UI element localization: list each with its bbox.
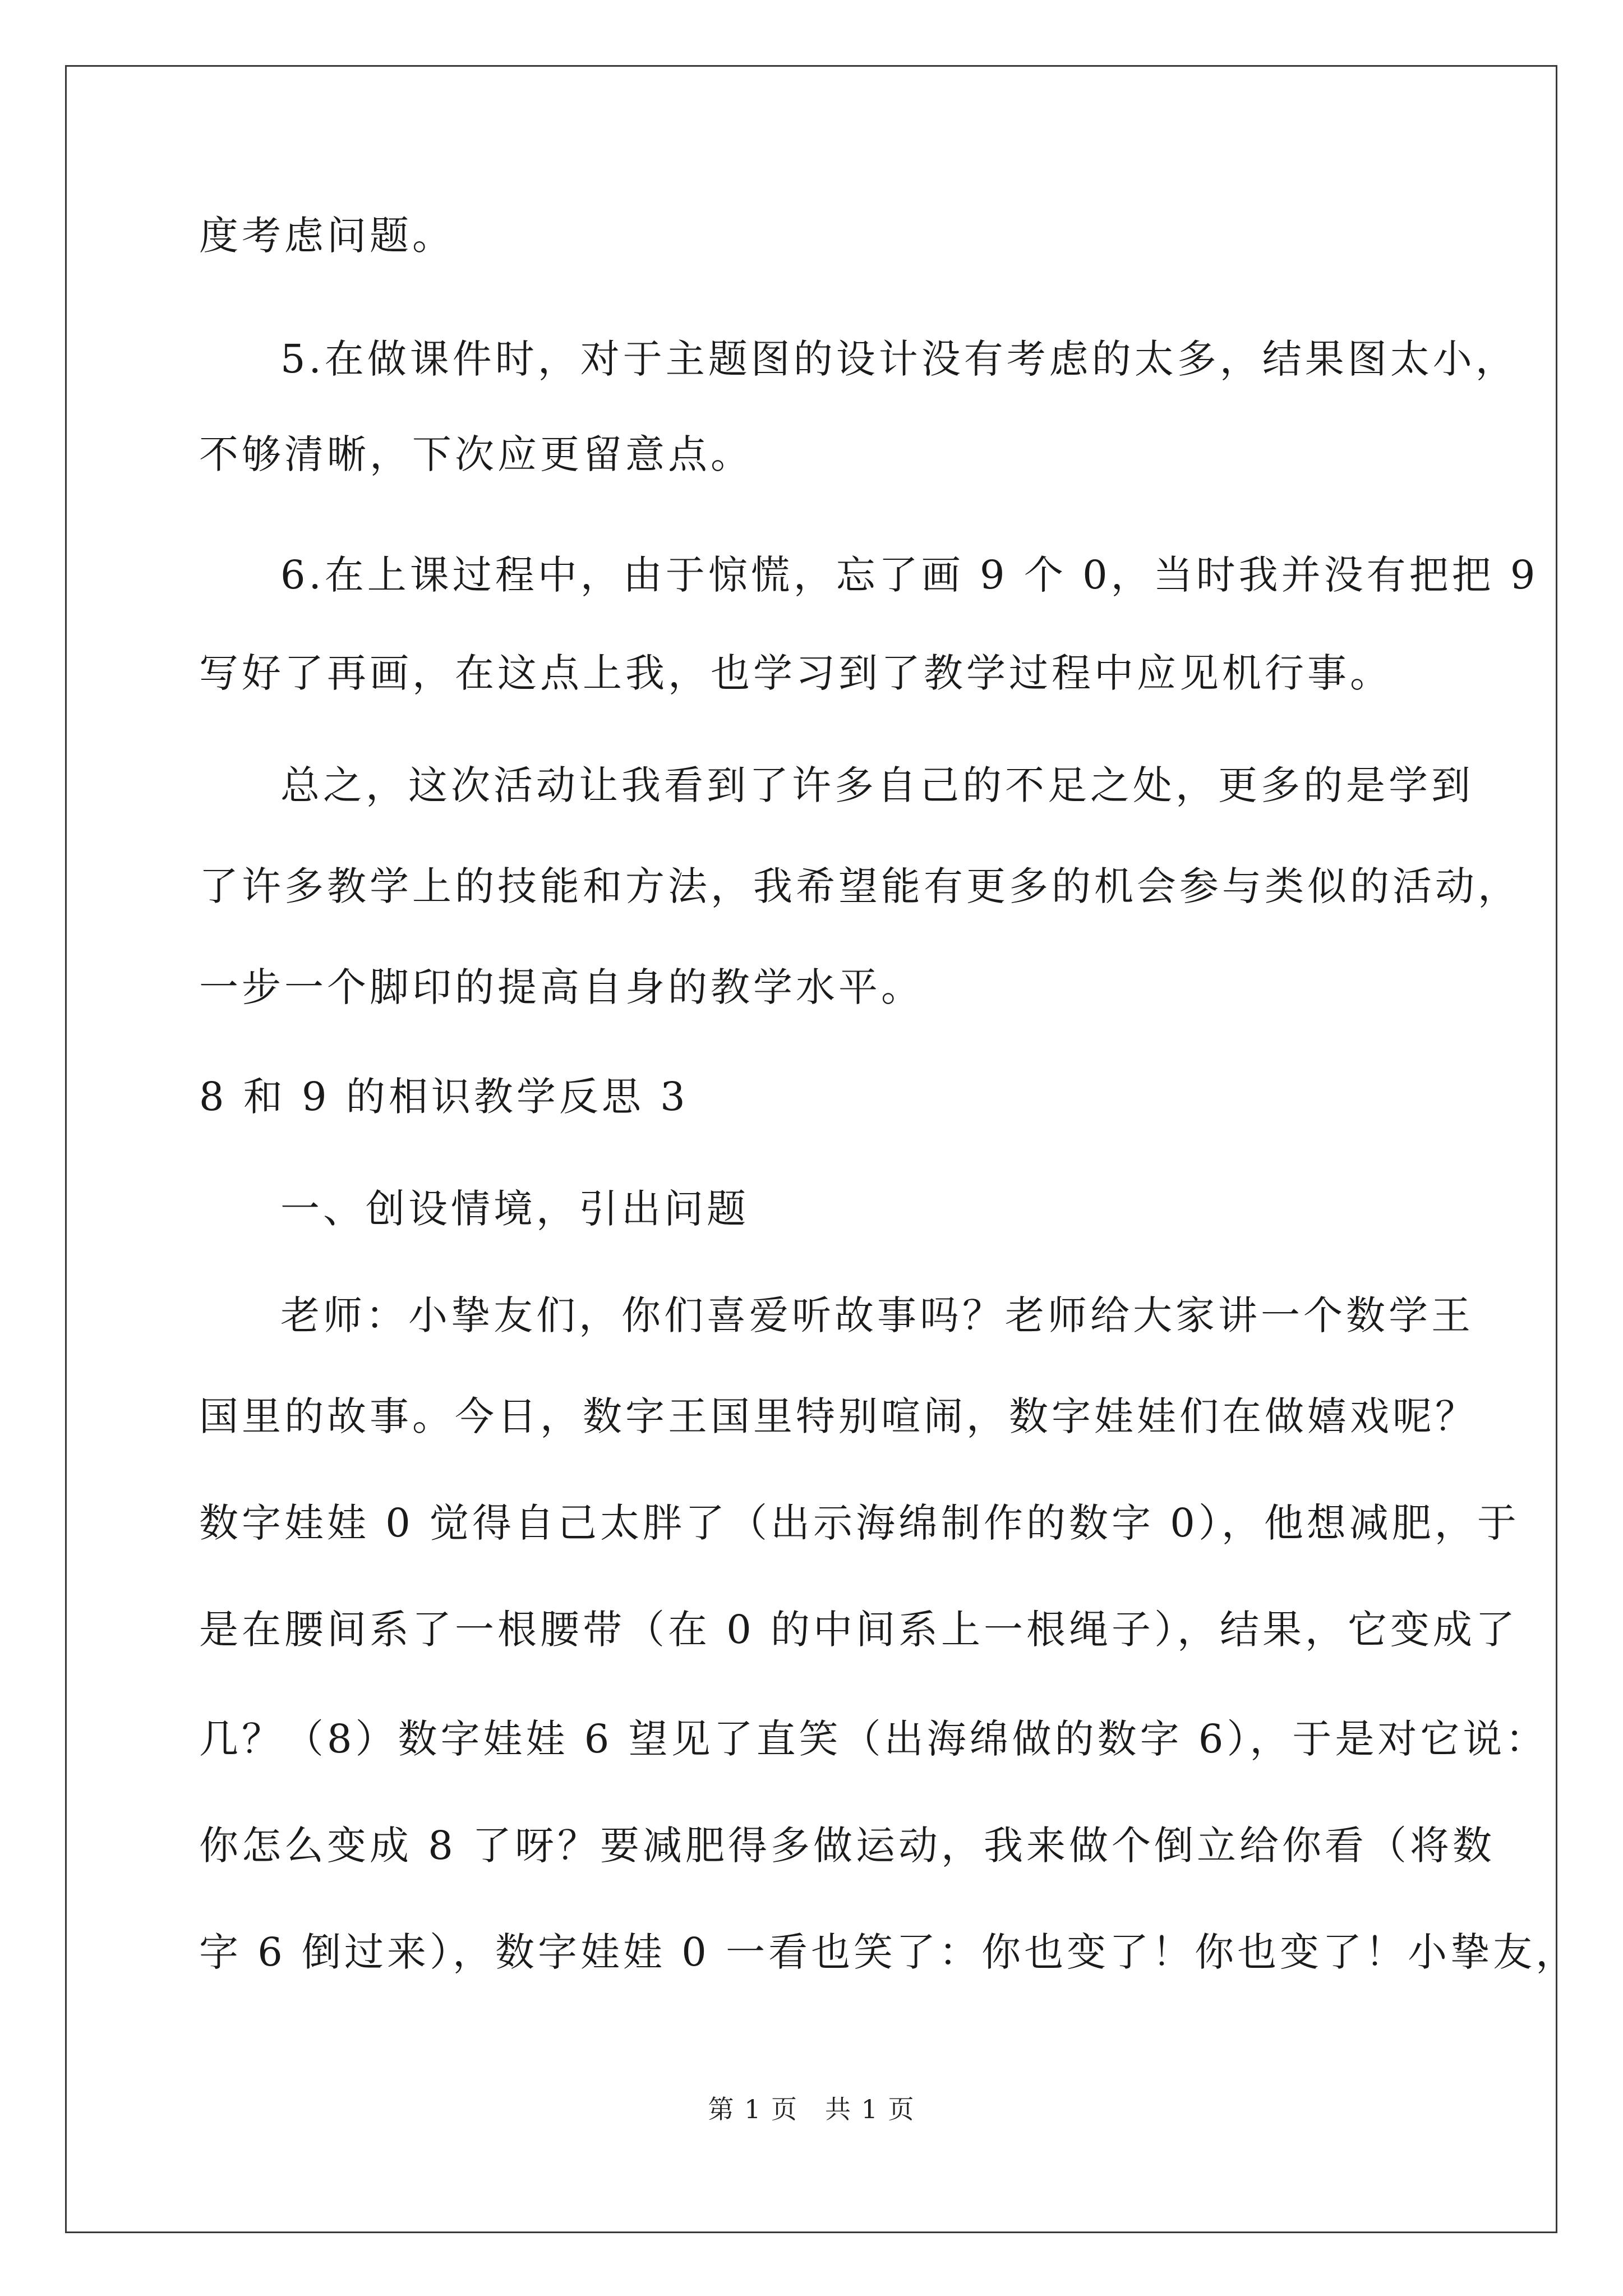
text-line: 是在腰间系了一根腰带（在 0 的中间系上一根绳子），结果，它变成了 <box>199 1607 1519 1653</box>
section-heading: 8 和 9 的相识教学反思 3 <box>199 1074 689 1120</box>
text-line: 写好了再画，在这点上我，也学习到了教学过程中应见机行事。 <box>199 650 1393 696</box>
text-line: 总之，这次活动让我看到了许多自己的不足之处，更多的是学到 <box>280 762 1474 808</box>
text-line: 国里的故事。今日，数字王国里特别喧闹，数字娃娃们在做嬉戏呢？ <box>199 1393 1478 1439</box>
text-line: 一步一个脚印的提高自身的教学水平。 <box>199 964 924 1010</box>
text-line: 老师：小挚友们，你们喜爱听故事吗？老师给大家讲一个数学王 <box>280 1292 1474 1338</box>
text-line: 了许多教学上的技能和方法，我希望能有更多的机会参与类似的活动， <box>199 863 1520 909</box>
page-border <box>65 65 1579 2233</box>
text-line: 数字娃娃 0 觉得自己太胖了（出示海绵制作的数字 0），他想减肥，于 <box>199 1500 1520 1546</box>
text-line: 5.在做课件时，对于主题图的设计没有考虑的太多，结果图太小， <box>280 336 1518 382</box>
text-line: 你怎么变成 8 了呀？要减肥得多做运动，我来做个倒立给你看（将数 <box>199 1823 1496 1869</box>
text-line: 度考虑问题。 <box>199 213 455 259</box>
text-line: 不够清晰，下次应更留意点。 <box>199 431 753 477</box>
page-footer: 第 1 页 共 1 页 <box>708 2094 915 2124</box>
text-line: 字 6 倒过来），数字娃娃 0 一看也笑了：你也变了！你也变了！小挚友， <box>199 1929 1579 1975</box>
text-line: 几？（8）数字娃娃 6 望见了直笑（出海绵做的数字 6），于是对它说： <box>199 1716 1548 1762</box>
text-line: 一、创设情境，引出问题 <box>280 1186 749 1232</box>
text-line: 6.在上课过程中，由于惊慌，忘了画 9 个 0，当时我并没有把把 9 <box>280 552 1539 598</box>
